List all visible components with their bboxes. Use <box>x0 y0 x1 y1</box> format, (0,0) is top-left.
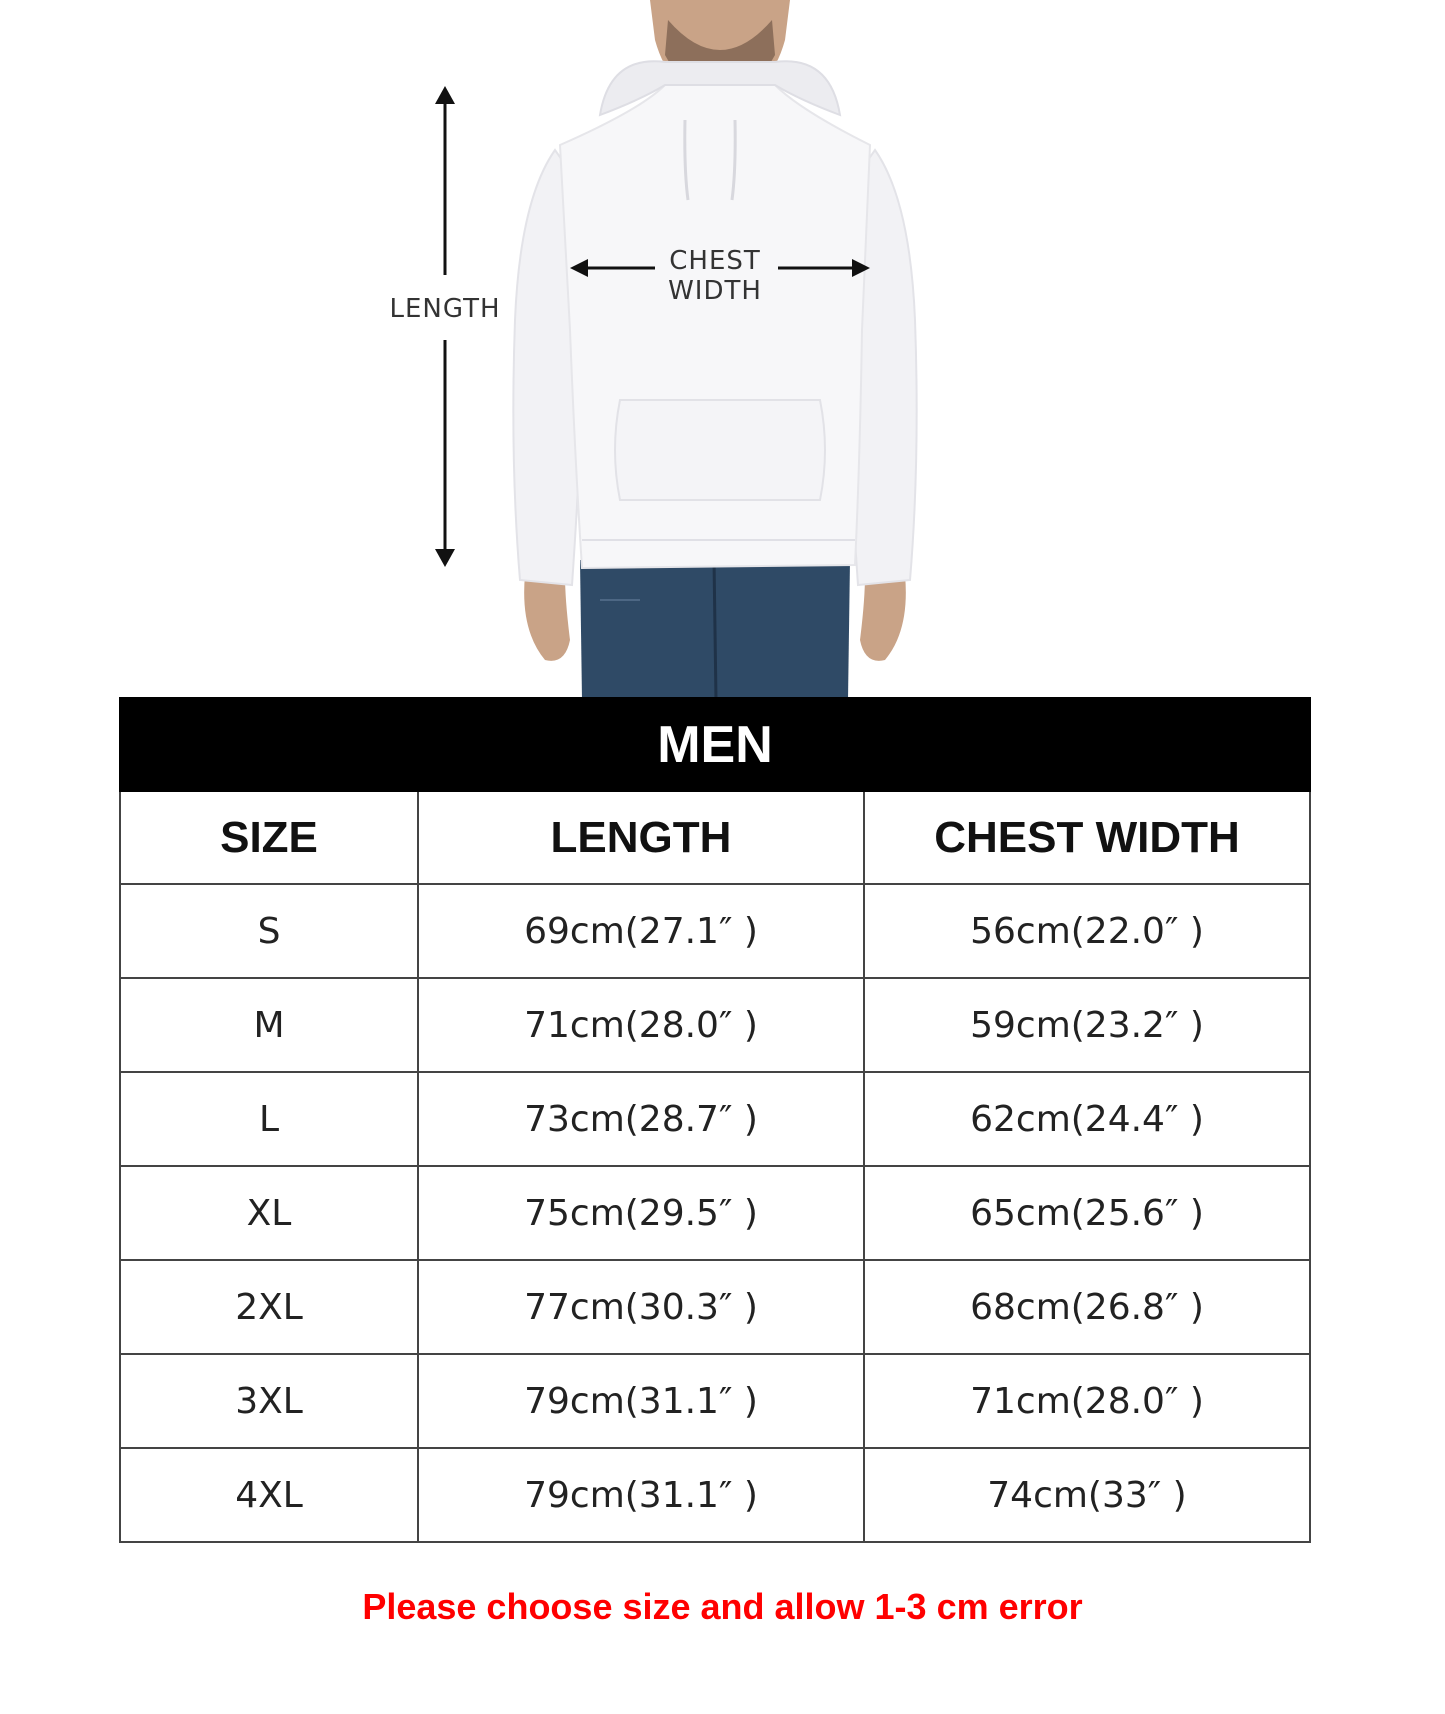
size-cell: XL <box>120 1166 418 1260</box>
size-cell: 4XL <box>120 1448 418 1542</box>
chest-label-line2: WIDTH <box>668 276 762 306</box>
chest-width-cell: 74cm(33″ ) <box>864 1448 1310 1542</box>
header-size: SIZE <box>120 791 418 884</box>
header-chest-width: CHEST WIDTH <box>864 791 1310 884</box>
size-cell: M <box>120 978 418 1072</box>
size-error-note: Please choose size and allow 1-3 cm error <box>362 1586 1083 1627</box>
length-cell: 77cm(30.3″ ) <box>418 1260 864 1354</box>
length-arrow <box>435 86 455 567</box>
size-cell: S <box>120 884 418 978</box>
table-title: MEN <box>120 698 1310 791</box>
table-row <box>120 1354 1310 1448</box>
hoodie <box>513 61 916 585</box>
size-cell: 3XL <box>120 1354 418 1448</box>
size-cell: 2XL <box>120 1260 418 1354</box>
table-row <box>120 1072 1310 1166</box>
size-chart-table <box>119 697 1311 1543</box>
table-title-row <box>120 698 1310 791</box>
chest-width-cell: 65cm(25.6″ ) <box>864 1166 1310 1260</box>
length-label: LENGTH <box>389 294 501 324</box>
size-cell: L <box>120 1072 418 1166</box>
chest-label-line1: CHEST <box>669 246 761 276</box>
chest-width-cell: 56cm(22.0″ ) <box>864 884 1310 978</box>
length-cell: 79cm(31.1″ ) <box>418 1448 864 1542</box>
header-length: LENGTH <box>418 791 864 884</box>
model-hoodie-figure <box>0 0 1445 700</box>
table-row <box>120 1448 1310 1542</box>
length-cell: 79cm(31.1″ ) <box>418 1354 864 1448</box>
table-row <box>120 978 1310 1072</box>
table-row <box>120 1260 1310 1354</box>
table-row <box>120 884 1310 978</box>
chest-width-cell: 59cm(23.2″ ) <box>864 978 1310 1072</box>
length-cell: 73cm(28.7″ ) <box>418 1072 864 1166</box>
chest-width-cell: 68cm(26.8″ ) <box>864 1260 1310 1354</box>
table-header-row <box>120 791 1310 884</box>
length-cell: 71cm(28.0″ ) <box>418 978 864 1072</box>
table-row <box>120 1166 1310 1260</box>
length-cell: 69cm(27.1″ ) <box>418 884 864 978</box>
chest-width-cell: 71cm(28.0″ ) <box>864 1354 1310 1448</box>
jeans <box>580 560 850 700</box>
length-cell: 75cm(29.5″ ) <box>418 1166 864 1260</box>
chest-width-cell: 62cm(24.4″ ) <box>864 1072 1310 1166</box>
